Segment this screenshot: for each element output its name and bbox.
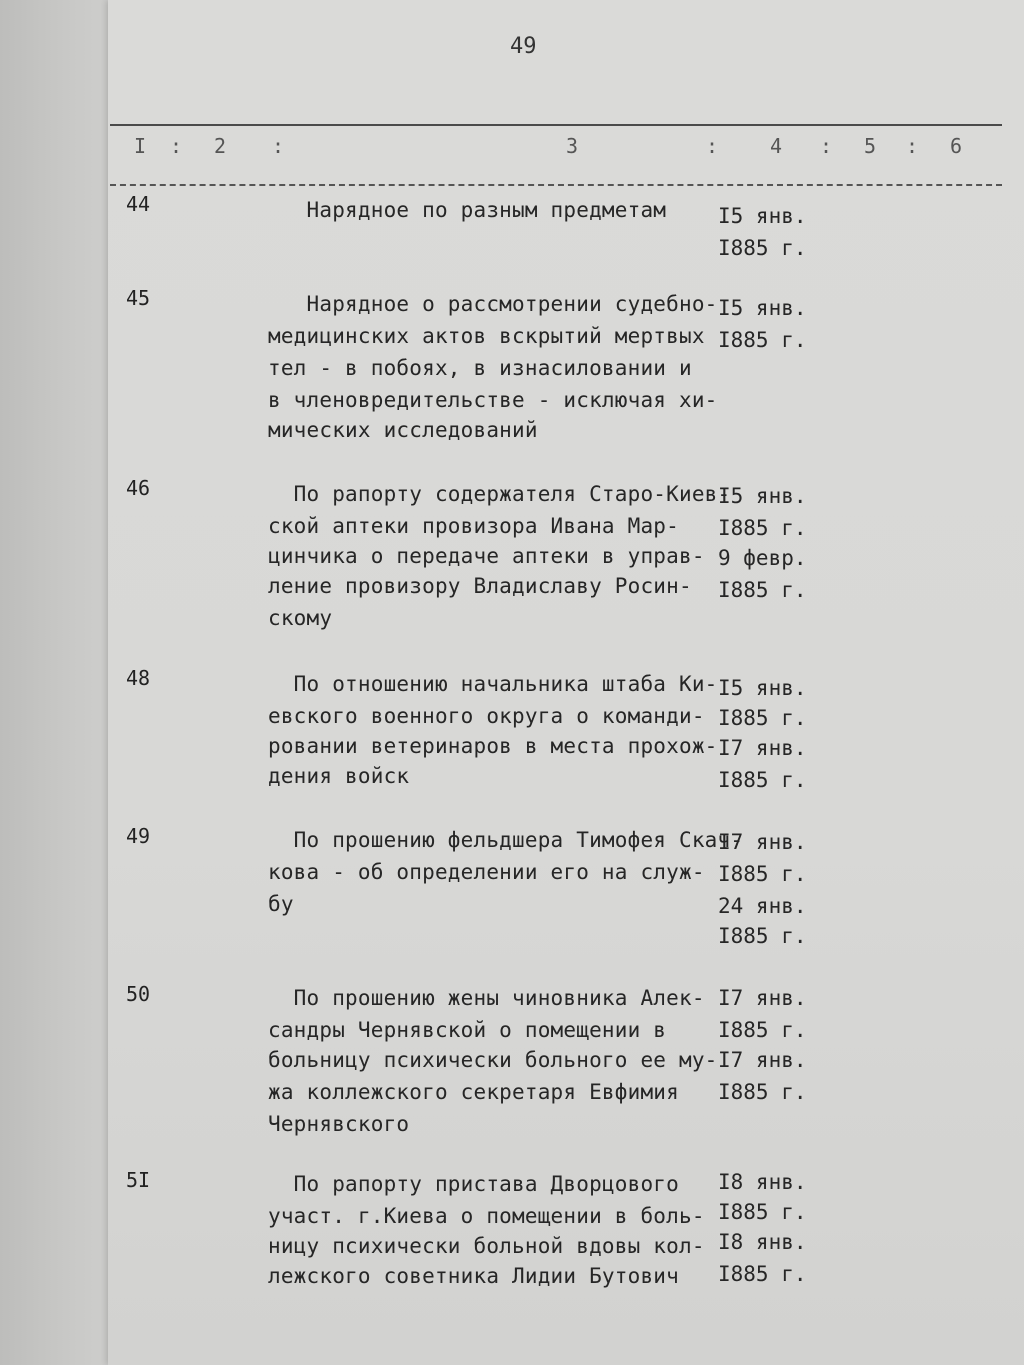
entry-text-line: мических исследований bbox=[268, 418, 538, 442]
entry-text-line: участ. г.Киева о помещении в боль- bbox=[268, 1204, 705, 1228]
entry-text-line: По прошению фельдшера Тимофея Скач- bbox=[268, 828, 744, 852]
entry-date: I8 янв. bbox=[718, 1230, 807, 1254]
entry-date: I885 г. bbox=[718, 768, 807, 792]
book-spine-shadow bbox=[0, 0, 120, 1365]
entry-text-line: По прошению жены чиновника Алек- bbox=[268, 986, 705, 1010]
entry-text-line: По рапорту содержателя Старо-Киев- bbox=[268, 482, 731, 506]
entry-text-line: лежского советника Лидии Бутович bbox=[268, 1264, 679, 1288]
col-header-5: 5 bbox=[864, 134, 877, 158]
entry-date: I885 г. bbox=[718, 578, 807, 602]
entry-text-line: Нарядное по разным предметам bbox=[268, 198, 667, 222]
col-header-1: I bbox=[134, 134, 147, 158]
entry-date: I5 янв. bbox=[718, 204, 807, 228]
entry-text-line: ницу психически больной вдовы кол- bbox=[268, 1234, 705, 1258]
entry-text-line: цинчика о передаче аптеки в управ- bbox=[268, 544, 705, 568]
col-header-2: 2 bbox=[214, 134, 227, 158]
entry-number: 50 bbox=[126, 982, 151, 1006]
entry-date: I8 янв. bbox=[718, 1170, 807, 1194]
entry-date: I7 янв. bbox=[718, 1048, 807, 1072]
entry-number: 45 bbox=[126, 286, 151, 310]
entry-text-line: тел - в побоях, в изнасиловании и bbox=[268, 356, 692, 380]
entry-number: 44 bbox=[126, 192, 151, 216]
entry-date: I885 г. bbox=[718, 1018, 807, 1042]
entry-text-line: ровании ветеринаров в места прохож- bbox=[268, 734, 718, 758]
col-header-sep: : bbox=[906, 134, 919, 158]
entry-date: I885 г. bbox=[718, 862, 807, 886]
entry-text-line: ление провизору Владиславу Росин- bbox=[268, 574, 692, 598]
entry-text-line: больницу психически больного ее му- bbox=[268, 1048, 718, 1072]
entry-number: 46 bbox=[126, 476, 151, 500]
entry-date: I7 янв. bbox=[718, 736, 807, 760]
entry-text-line: скому bbox=[268, 606, 333, 630]
entry-date: I885 г. bbox=[718, 1200, 807, 1224]
col-header-sep: : bbox=[272, 134, 285, 158]
entry-number: 48 bbox=[126, 666, 151, 690]
entry-date: I7 янв. bbox=[718, 830, 807, 854]
entry-date: I885 г. bbox=[718, 706, 807, 730]
entry-date: 9 февр. bbox=[718, 546, 807, 570]
entry-text-line: кова - об определении его на служ- bbox=[268, 860, 705, 884]
col-header-sep: : bbox=[170, 134, 183, 158]
entry-date: I5 янв. bbox=[718, 296, 807, 320]
entry-text-line: в членовредительстве - исключая хи- bbox=[268, 388, 718, 412]
entry-date: I885 г. bbox=[718, 924, 807, 948]
entry-date: I885 г. bbox=[718, 1262, 807, 1286]
entry-text-line: Нарядное о рассмотрении судебно- bbox=[268, 292, 718, 316]
col-header-4: 4 bbox=[770, 134, 783, 158]
header-top-rule bbox=[110, 124, 1002, 126]
header-bottom-rule bbox=[110, 184, 1002, 186]
entry-text-line: жа коллежского секретаря Евфимия bbox=[268, 1080, 679, 1104]
entry-text-line: Чернявского bbox=[268, 1112, 410, 1136]
entry-text-line: медицинских актов вскрытий мертвых bbox=[268, 324, 705, 348]
col-header-sep: : bbox=[706, 134, 719, 158]
entry-text-line: сандры Чернявской о помещении в bbox=[268, 1018, 667, 1042]
entry-text-line: По рапорту пристава Дворцового bbox=[268, 1172, 679, 1196]
entry-date: I5 янв. bbox=[718, 676, 807, 700]
entry-text-line: дения войск bbox=[268, 764, 410, 788]
page-number: 49 bbox=[510, 34, 537, 59]
entry-date: 24 янв. bbox=[718, 894, 807, 918]
entry-text-line: бу bbox=[268, 892, 294, 916]
entry-number: 5I bbox=[126, 1168, 151, 1192]
entry-number: 49 bbox=[126, 824, 151, 848]
entry-text-line: ской аптеки провизора Ивана Мар- bbox=[268, 514, 679, 538]
col-header-sep: : bbox=[820, 134, 833, 158]
entry-date: I7 янв. bbox=[718, 986, 807, 1010]
entry-text-line: евского военного округа о команди- bbox=[268, 704, 705, 728]
entry-date: I885 г. bbox=[718, 1080, 807, 1104]
entry-date: I885 г. bbox=[718, 516, 807, 540]
entry-date: I885 г. bbox=[718, 236, 807, 260]
entry-text-line: По отношению начальника штаба Ки- bbox=[268, 672, 718, 696]
col-header-6: 6 bbox=[950, 134, 963, 158]
entry-date: I885 г. bbox=[718, 328, 807, 352]
entry-date: I5 янв. bbox=[718, 484, 807, 508]
col-header-3: 3 bbox=[566, 134, 579, 158]
